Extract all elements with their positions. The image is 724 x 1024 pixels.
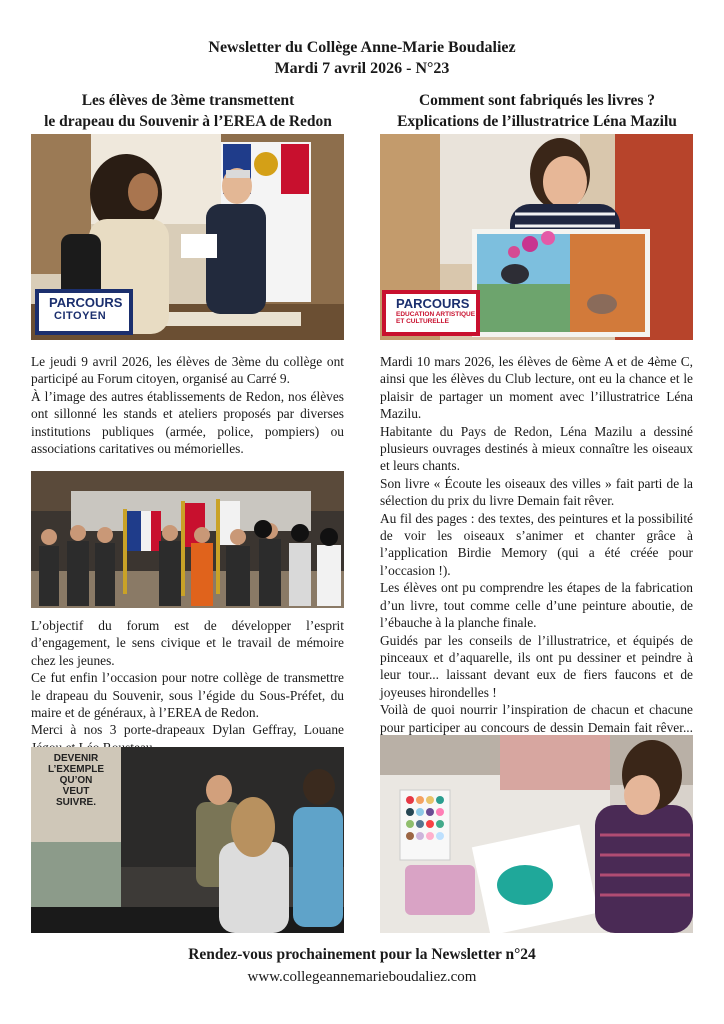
left-title-line2: le drapeau du Souvenir à l’EREA de Redon: [44, 113, 332, 130]
left-para2-text: L’objectif du forum est de développer l’esprit d’engagement, le sens civique et le travail de mémoire chez les jeunes.: [31, 618, 344, 668]
photo-painting-workshop: [380, 735, 693, 933]
left-title-line1: Les élèves de 3ème transmettent: [81, 92, 295, 109]
photo-army-stand: [31, 747, 344, 933]
right-article-title: [370, 90, 704, 132]
right-para-text: Les élèves ont pu comprendre les étapes de la fabrication d’un livre, tout comme celle d’une peinture aboutie, de l’ébauche à la planche finale.: [380, 580, 693, 631]
left-article-title: [22, 90, 354, 132]
poster-line: DEVENIR: [53, 753, 99, 764]
right-para-text: Habitante du Pays de Redon, Léna Mazilu a dessiné plusieurs ouvrages destinés à mieux connaître les oiseaux et leurs chants.: [380, 423, 693, 474]
right-para-text: Voilà de quoi nourrir l’inspiration de chacun et chacune pour participer au concours de dessin Demain fait rêver...: [380, 702, 693, 735]
poster-line: VEUT: [62, 786, 90, 797]
left-para1-text: Le jeudi 9 avril 2026, les élèves de 3ème du collège ont participé au Forum citoyen, organisé au Carré 9.: [31, 354, 344, 387]
right-title-line1: Comment sont fabriqués les livres ?: [418, 92, 656, 109]
left-para1-text: À l’image des autres établissements de Redon, nos élèves ont sillonné les stands et ateliers proposés par diverses institutions publiques (armée, police, pompiers) ou associations caritatives ou mémorielles.: [31, 388, 344, 457]
right-para-text: Au fil des pages : des textes, des peintures et la possibilité de voir les oiseaux s’animer et chanter grâce à l’application Birdie Memory (qui a été créée pour l’occasion !).: [380, 510, 693, 578]
poster-line: QU’ON: [59, 775, 93, 786]
badge-parcours-eac: [382, 290, 480, 336]
badge-eac-line1: PARCOURS: [396, 296, 470, 311]
right-para-text: Son livre « Écoute les oiseaux des villes » fait parti de la sélection du prix du livre Demain fait rêver.: [380, 475, 693, 509]
right-para-text: Mardi 10 mars 2026, les élèves de 6ème A et de 4ème C, ainsi que les élèves du Club lecture, ont eu la chance et le plaisir de partager un moment avec l’illustratrice Léna Mazilu.: [380, 354, 693, 422]
left-para2-text: Merci à nos 3 porte-drapeaux Dylan Geffray, Louane: [31, 722, 344, 738]
poster-line: L’EXEMPLE: [47, 764, 105, 775]
left-para2-text: Ce fut enfin l’occasion pour notre collège de transmettre le drapeau du Souvenir, sous l’égide du Sous-Préfet, du maire et de généraux, à l’EREA de Redon.: [31, 670, 344, 721]
badge-parcours-citoyen: [35, 289, 133, 335]
right-title-line2: Explications de l’illustratrice Léna Mazilu: [397, 113, 677, 130]
photo-flag-bearers: [31, 471, 344, 608]
footer-website-link[interactable]: www.collegeannemarieboudaliez.com: [247, 969, 477, 985]
badge-citoyen-line1: PARCOURS: [49, 295, 123, 310]
left-paragraph-2: [31, 617, 344, 756]
newsletter-date: Mardi 7 avril 2026 - N°23: [274, 60, 450, 77]
poster-line: SUIVRE.: [55, 797, 96, 808]
army-poster-text: [39, 753, 113, 808]
newsletter-title: Newsletter du Collège Anne-Marie Boudaliez: [208, 39, 516, 56]
left-paragraph-1: [31, 353, 344, 457]
right-para-text: Guidés par les conseils de l’illustratrice, et équipés de pinceaux et d’aquarelle, ils ont pu dessiner et peindre à leur tour... laissant devant eux de fiers faucons et de joyeuses hirondelles !: [380, 632, 693, 700]
badge-citoyen-line2: CITOYEN: [54, 310, 107, 322]
footer-next-issue: Rendez-vous prochainement pour la Newsletter n°24: [188, 946, 536, 963]
right-paragraph: [380, 353, 693, 771]
badge-eac-line2: EDUCATION ARTISTIQUE ET CULTURELLE: [396, 311, 476, 325]
